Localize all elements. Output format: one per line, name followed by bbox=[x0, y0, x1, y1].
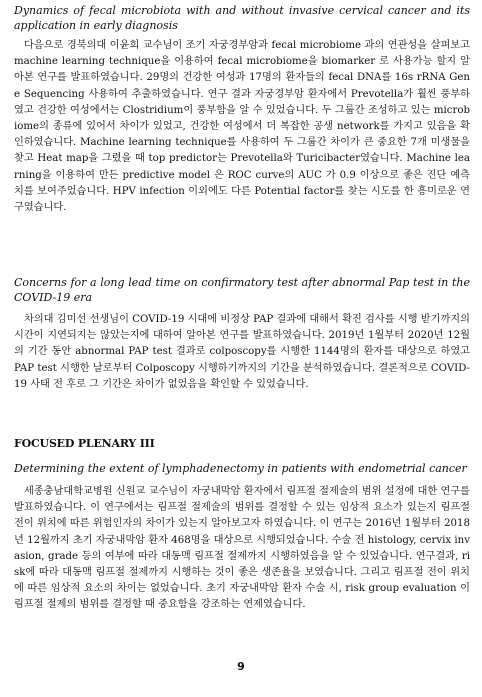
section3-body: 세종충남대학교병원 신원교 교수님이 자궁내막암 환자에서 림프절 절제술의 범위 설정에 대한 연구를 발표하였습니다. 이 연구에서는 림프절 절제술의 범위를 결정할 수 있는 임상적 요소가 있는지 림프절 전이 위치에 따른 위험인자의 차이가 있는지 알아보고자 하였습니다. 이 연구는 2016년 1월부터 2018년 12월까지 초기 자궁내막암 환자 468명을 대상으로 시행되었습니다. 수술 전 histology, cervix invasion, grade 등의 여부에 따라 대동맥 림프절 절제까지 시행하였음을 알 수 있었습니다. 연구결과, risk에 따라 대동맥 림프절 절제까지 시행하는 것이 좋은 생존율을 보였습니다. 그리고 림프절 전이 위치에 따른 임상적 요소의 차이는 없었습니다. 초기 자궁내막암 환자 수술 시, risk group evaluation 이 림프절 절제의 범위를 결정할 때 중요함을 강조하는 연제였습니다. bbox=[14, 486, 470, 611]
section1-body: 다음으로 경북의대 이윤희 교수님이 조기 자궁경부암과 fecal microbiome 과의 연관성을 살펴보고 machine learning technique을 이용하여 fecal microbiome을 biomarker 로 사용가능 할지 알아본 연구를 발표하였습니다. 29명의 건강한 여성과 17명의 환자들의 fecal DNA를 16s rRNA Gene Sequencing 사용하여 추출하였습니다. 연구 결과 자궁경부암 환자에서 Prevotella가 훨씬 풍부하였고 건강한 여성에서는 Clostridium이 풍부함을 알 수 있었습니다. 두 그룹간 조성하고 있는 microbiome의 종류에 있어서 차이가 있었고, 건강한 여성에서 더 복잡한 공생 network를 가지고 있음을 확인하였습니다. Machine learning technique를 사용하여 두 그룹간 차이가 큰 중요한 7개 미생물을 찾고 Heat map을 그렸을 때 top predictor는 Prevotella와 Turicibacter였습니다. Machine learning을 이용하여 만든 predictive model 은 ROC curve의 AUC 가 0.9 이상으로 좋은 진단 예측치를 보여주었습니다. HPV infection 이외에도 다른 Potential factor를 찾는 시도를 한 흥미로운 연구였습니다. bbox=[14, 40, 470, 214]
section2-title: Concerns for a long lead time on confirmatory test after abnormal Pap test in the COVID-19 era bbox=[14, 276, 470, 304]
page-number: 9 bbox=[237, 660, 245, 673]
section2-body: 차의대 김미선 선생님이 COVID-19 시대에 비정상 PAP 결과에 대해서 확진 검사를 시행 받기까지의 시간이 지연되지는 않았는지에 대하여 알아본 연구를 발표하였습니다. 2019년 1월부터 2020년 12월의 기간 동안 abnormal PAP test 결과로 colposcopy를 시행한 1144명의 환자를 대상으로 하였고 PAP test 시행한 날로부터 Colposcopy 시행하기까지의 기간을 분석하였습니다. 결론적으로 COVID-19 사태 전 후로 그 기간은 차이가 없었음을 확인할 수 있었습니다. bbox=[14, 314, 470, 390]
section1-title: Dynamics of fecal microbiota with and without invasive cervical cancer and its application in early diagnosis bbox=[14, 4, 470, 32]
section3-title: Determining the extent of lymphadenectomy in patients with endometrial cancer bbox=[14, 462, 467, 475]
plenary-heading: FOCUSED PLENARY III bbox=[14, 437, 155, 450]
